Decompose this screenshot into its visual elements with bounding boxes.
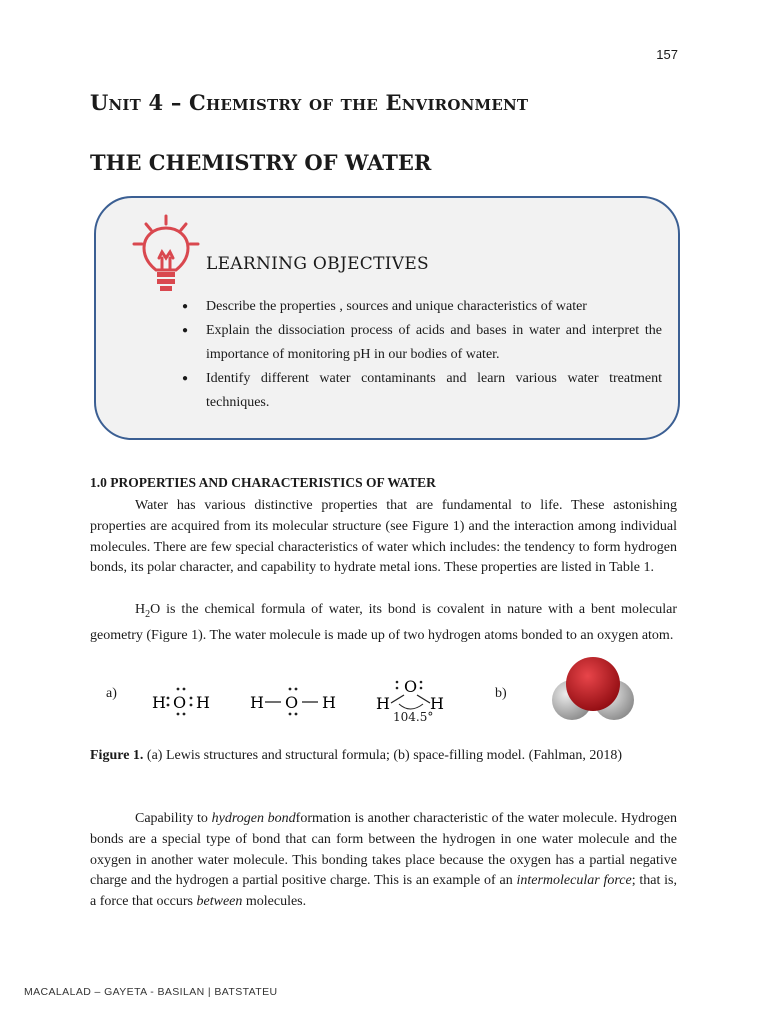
formula-subscript: 2 bbox=[145, 608, 151, 620]
para3-italic-hydrogen-bond: hydrogen bond bbox=[211, 811, 296, 826]
lewis2-o: O bbox=[285, 693, 299, 712]
objective-item: ● Explain the dissociation process of acids and bases in water and interpret the importance of monitoring pH in our bodies of water. bbox=[176, 319, 662, 367]
formula-o: O bbox=[150, 602, 161, 617]
footer-authors: MACALALAD – GAYETA - BASILAN | BATSTATEU bbox=[24, 986, 278, 998]
structural-formula bbox=[250, 688, 336, 716]
caption-label: Figure 1. bbox=[90, 748, 144, 763]
lewis-dot-structure bbox=[152, 688, 210, 716]
para3-text-2: formation is another characteristic of the water molecule. Hydrogen bonds are a special type of bond that can form between the hydrogen in one water molecule and the oxygen in another water molecule. This bonding takes place because the oxygen has a partial negative charge and the hydrogen a partial positive charge. This is an example of an bbox=[90, 811, 678, 889]
oxygen-atom bbox=[566, 657, 620, 711]
objective-item: ● Identify different water contaminants and learn various water treatment techniques. bbox=[176, 367, 662, 415]
objective-item: ● Describe the properties , sources and unique characteristics of water bbox=[176, 295, 662, 319]
section-heading: 1.0 PROPERTIES AND CHARACTERISTICS OF WATER bbox=[90, 475, 436, 490]
lewis1-h-left: H bbox=[152, 693, 166, 712]
bond-angle-label: 104.5° bbox=[393, 710, 434, 724]
paragraph-formula bbox=[90, 600, 677, 646]
formula-h: H bbox=[135, 602, 146, 617]
bent-h-right: H bbox=[430, 694, 444, 713]
lewis2-h-left: H bbox=[250, 693, 264, 712]
objectives-list bbox=[176, 295, 662, 415]
figure-label-b: b) bbox=[495, 686, 507, 701]
para3-italic-between: between bbox=[196, 894, 243, 910]
learning-objectives-box bbox=[94, 196, 680, 440]
paragraph-properties: Water has various distinctive properties that are fundamental to life. These astonishing properties are acquired from its molecular structure (see Figure 1) and the interaction among individual molecules. There are few special characteristics of water which includes: the tendency to form hydrogen bonds, its polar character, and capability to hydrate metal ions. These properties are listed in Table 1. bbox=[90, 498, 677, 576]
paragraph-hydrogen-bond bbox=[90, 809, 677, 913]
lightbulb-icon bbox=[132, 214, 202, 294]
para3-text-1: Capability to bbox=[135, 811, 212, 826]
para3-text-3: ; that is, a force that occurs bbox=[90, 873, 677, 910]
figure-caption bbox=[90, 746, 677, 767]
lewis1-o: O bbox=[173, 693, 187, 712]
para3-italic-intermolecular: intermolecular force bbox=[516, 873, 632, 889]
bent-h-left: H bbox=[376, 694, 390, 713]
figure-label-a: a) bbox=[106, 686, 117, 701]
lewis2-h-right: H bbox=[322, 693, 336, 712]
lewis1-h-right: H bbox=[196, 693, 210, 712]
bent-structure bbox=[376, 677, 444, 713]
caption-text: (a) Lewis structures and structural formula; (b) space-filling model. (Fahlman, 2018) bbox=[143, 748, 622, 763]
space-filling-model bbox=[550, 652, 636, 726]
para3-text-4: molecules. bbox=[242, 894, 307, 910]
unit-title: Unit 4 – Chemistry of the Environment bbox=[90, 90, 529, 115]
formula-text: is the chemical formula of water, its bond is covalent in nature with a bent molecular geometry (Figure 1). The water molecule is made up of two hydrogen atoms bonded to an oxygen atom. bbox=[90, 602, 677, 643]
page-number: 157 bbox=[656, 47, 678, 62]
bent-o: O bbox=[404, 677, 418, 696]
main-title: THE CHEMISTRY OF WATER bbox=[90, 150, 432, 175]
learning-objectives-heading: LEARNING OBJECTIVES bbox=[206, 254, 429, 274]
